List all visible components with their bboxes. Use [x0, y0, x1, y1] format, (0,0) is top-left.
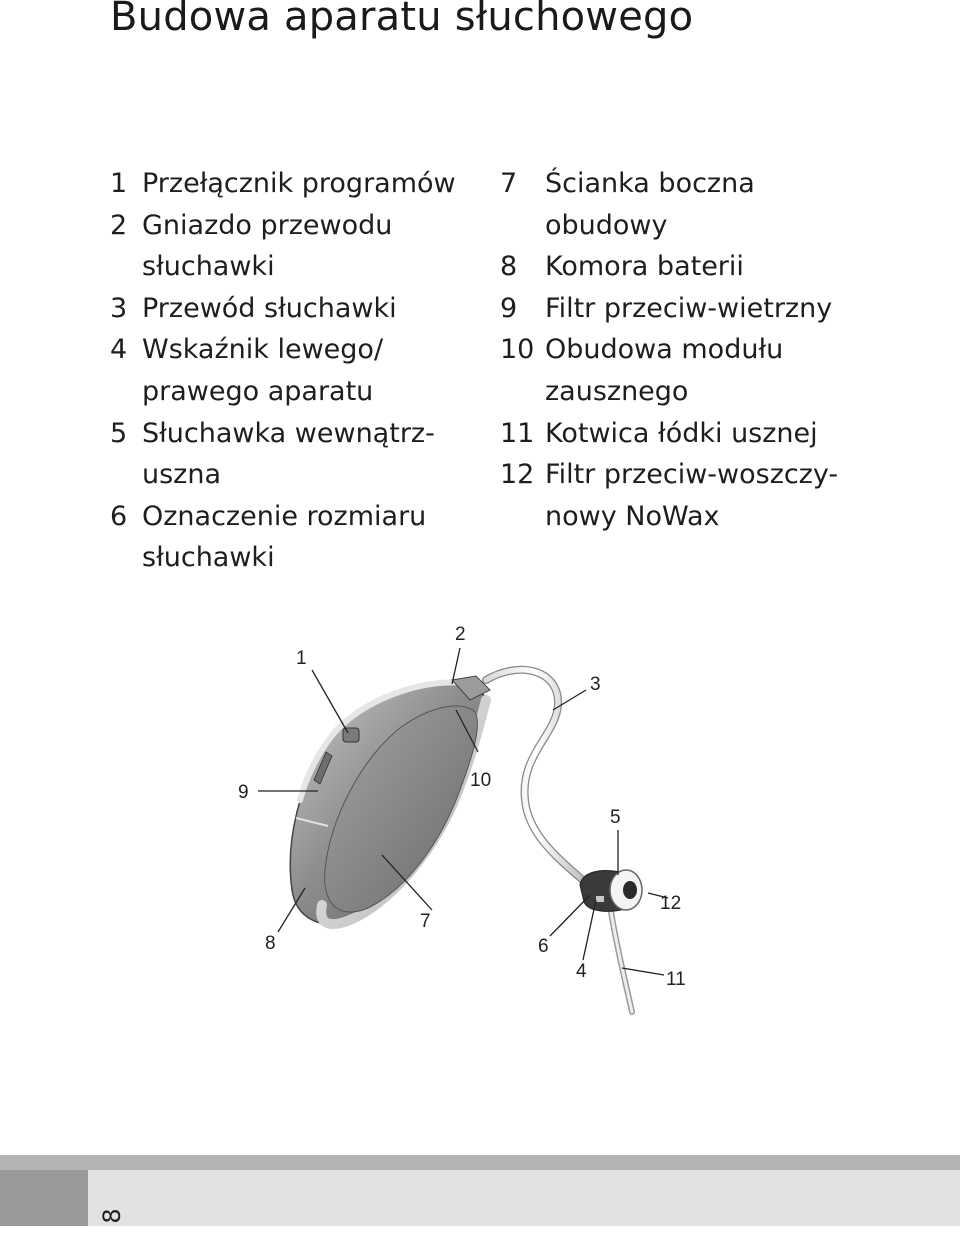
footer-stripe [0, 1155, 960, 1170]
hearing-aid-body [290, 676, 490, 924]
legend-number: 9 [500, 292, 518, 324]
legend-item-3 [110, 288, 490, 330]
legend-item-8 [500, 246, 920, 288]
legend-text: Przewód słuchawki [142, 292, 397, 324]
legend-text: uszna [142, 459, 222, 491]
legend-item-5 [110, 413, 490, 496]
legend-text: Słuchawka wewnątrz- [142, 417, 435, 449]
legend-text: Obudowa modułu [545, 334, 784, 366]
legend-text: Filtr przeciw-woszczy- [545, 459, 839, 491]
callout-2: 2 [455, 624, 466, 645]
receiver [580, 870, 642, 911]
legend-number: 1 [110, 168, 128, 199]
legend-text: Ścianka boczna [545, 168, 755, 199]
legend-item-4 [110, 329, 490, 412]
legend-right-column [500, 163, 920, 537]
legend-item-10 [500, 329, 920, 412]
callout-8: 8 [265, 933, 276, 954]
legend-text: słuchawki [142, 542, 275, 574]
legend-item-6 [110, 496, 490, 579]
callout-10: 10 [470, 770, 492, 791]
legend-item-7 [500, 163, 920, 246]
legend-number: 3 [110, 292, 128, 324]
callout-5: 5 [610, 807, 621, 828]
callout-3: 3 [590, 674, 601, 695]
legend-text: Komora baterii [545, 251, 744, 283]
legend-left-column [110, 163, 490, 579]
legend-text: Kotwica łódki usznej [545, 417, 818, 449]
footer-bar [0, 1155, 960, 1226]
legend-text: nowy NoWax [545, 500, 720, 532]
page-title: Budowa aparatu słuchowego [110, 0, 694, 40]
callout-7: 7 [420, 911, 431, 932]
legend-text: Wskaźnik lewego/ [142, 334, 384, 366]
legend-text: Gniazdo przewodu [142, 209, 393, 241]
callout-12: 12 [660, 893, 682, 914]
legend-number: 5 [110, 417, 128, 449]
legend-number: 7 [500, 168, 518, 199]
callout-4: 4 [576, 961, 587, 982]
legend-number: 10 [500, 334, 535, 366]
ear-anchor [610, 905, 632, 1012]
legend-item-1 [110, 163, 490, 205]
page-number: 8 [98, 1208, 126, 1224]
legend-number: 11 [500, 417, 535, 449]
legend-text: słuchawki [142, 251, 275, 283]
legend-text: prawego aparatu [142, 375, 374, 407]
legend-text: Oznaczenie rozmiaru [142, 500, 427, 532]
legend-item-12 [500, 454, 920, 537]
callout-11: 11 [666, 969, 686, 990]
callout-6: 6 [538, 936, 549, 957]
hearing-aid-diagram [0, 600, 960, 1040]
callout-1: 1 [296, 648, 307, 669]
legend-number: 4 [110, 334, 128, 366]
callout-9: 9 [238, 782, 249, 803]
legend-text: Przełącznik programów [142, 168, 456, 199]
receiver-tube [486, 670, 585, 882]
footer-box [88, 1170, 960, 1226]
legend-item-11 [500, 413, 920, 455]
legend-number: 12 [500, 459, 535, 491]
program-switch [343, 728, 359, 742]
legend-item-9 [500, 288, 920, 330]
legend-item-2 [110, 205, 490, 288]
legend-text: zausznego [545, 375, 689, 407]
legend-text: obudowy [545, 209, 668, 241]
legend-number: 6 [110, 500, 128, 532]
legend-number: 8 [500, 251, 518, 283]
legend-number: 2 [110, 209, 128, 241]
legend-text: Filtr przeciw-wietrzny [545, 292, 833, 324]
